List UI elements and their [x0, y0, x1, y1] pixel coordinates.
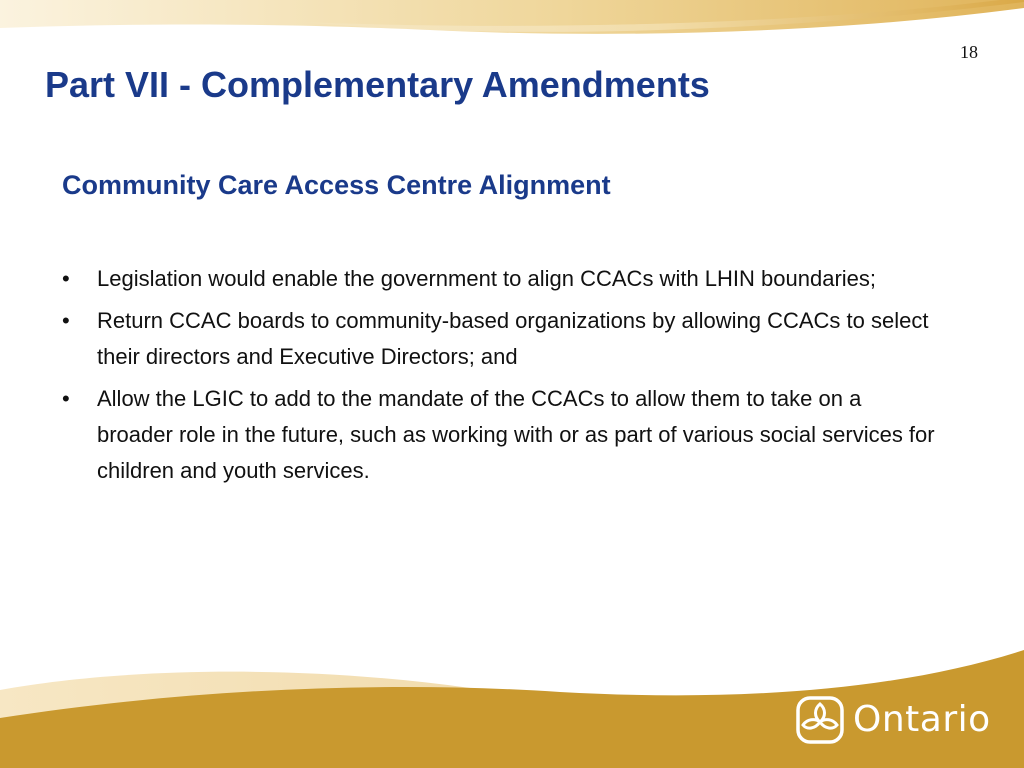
- slide-title: Part VII - Complementary Amendments: [45, 64, 710, 105]
- bullet-text: Allow the LGIC to add to the mandate of the CCACs to allow them to take on a broader role in the future, such as working with or as part of various social services for children and youth services.: [97, 386, 935, 483]
- bullet-item: [60, 381, 940, 489]
- bullet-marker: •: [62, 266, 70, 291]
- page-number: 18: [960, 42, 978, 62]
- bullet-list: [60, 261, 940, 495]
- ontario-wordmark: Ontario: [853, 699, 991, 740]
- bullet-text: Return CCAC boards to community-based organizations by allowing CCACs to select their directors and Executive Directors; and: [97, 308, 929, 369]
- slide-subtitle: Community Care Access Centre Alignment: [62, 170, 611, 200]
- bullet-marker: •: [62, 386, 70, 411]
- bullet-marker: •: [62, 308, 70, 333]
- ontario-logo: [795, 694, 991, 746]
- bullet-item: [60, 261, 940, 297]
- ontario-trillium-icon: [795, 695, 845, 745]
- bullet-item: [60, 303, 940, 375]
- bullet-text: Legislation would enable the government to align CCACs with LHIN boundaries;: [97, 266, 877, 291]
